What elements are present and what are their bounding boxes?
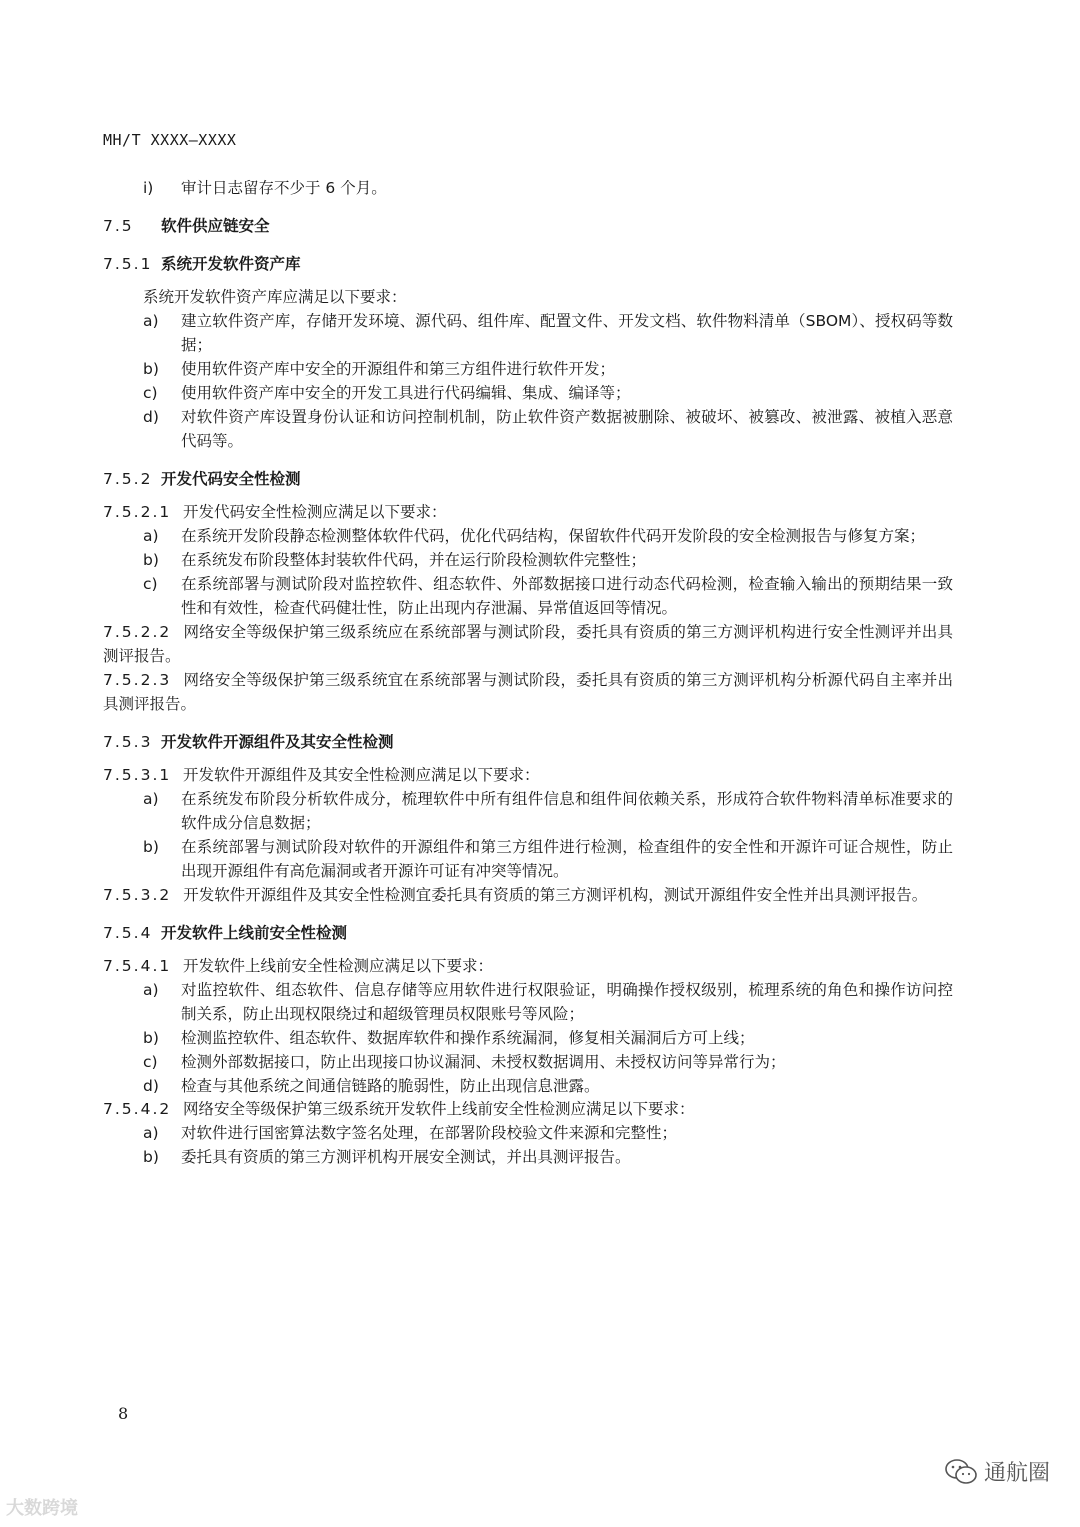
clause-number: 7.5.2.1 [103,503,172,521]
clause-number: 7.5.2.2 [103,623,172,641]
section-heading-7-5-3 [103,730,953,754]
section-heading-7-5 [103,214,953,238]
watermark-right-text: 通航圈 [983,1461,1050,1486]
list-item [103,1145,953,1169]
list-label: c) [143,384,158,402]
clause-text: 开发软件开源组件及其安全性检测宜委托具有资质的第三方测评机构，测试开源组件安全性并出具测评报告。 [183,886,928,904]
clause-7-5-4-2 [103,1098,953,1121]
list-text: 建立软件资产库，存储开发环境、源代码、组件库、配置文件、开发文档、软件物料清单（SBOM）、授权码等数据； [181,312,953,354]
section-number: 7.5 [103,217,134,235]
list-text: 在系统发布阶段整体封装软件代码，并在运行阶段检测软件完整性； [181,551,647,569]
list-label: a) [143,527,159,545]
list-item [103,835,953,883]
list-text: 检测监控软件、组态软件、数据库软件和操作系统漏洞，修复相关漏洞后方可上线； [181,1029,755,1047]
list-label: b) [143,1029,159,1047]
section-number: 7.5.1 [103,255,153,273]
clause-7-5-2-1 [103,501,953,524]
list-label: a) [143,312,159,330]
section-number: 7.5.3 [103,733,153,751]
section-title: 开发软件上线前安全性检测 [161,924,348,942]
list-label: i) [143,179,154,197]
list-item [103,787,953,835]
clause-number: 7.5.2.3 [103,671,172,689]
list-label: b) [143,838,159,856]
document-body [103,176,953,1169]
clause-number: 7.5.3.1 [103,766,172,784]
list-text: 对软件资产库设置身份认证和访问控制机制，防止软件资产数据被删除、被破坏、被篡改、被泄露、被植入恶意代码等。 [181,408,953,450]
list-label: a) [143,790,159,808]
list-label: a) [143,1124,159,1142]
list-label: c) [143,1053,158,1071]
list-text: 在系统部署与测试阶段对监控软件、组态软件、外部数据接口进行动态代码检测，检查输入输出的预期结果一致性和有效性，检查代码健壮性，防止出现内存泄漏、异常值返回等情况。 [181,575,953,617]
clause-number: 7.5.3.2 [103,886,172,904]
clause-text: 网络安全等级保护第三级系统应在系统部署与测试阶段，委托具有资质的第三方测评机构进行安全性测评并出具测评报告。 [103,623,953,665]
section-number: 7.5.2 [103,470,153,488]
list-item [103,176,953,200]
clause-7-5-2-3 [103,668,953,716]
list-item [103,1050,953,1074]
list-text: 委托具有资质的第三方测评机构开展安全测试，并出具测评报告。 [181,1148,631,1166]
list-text: 在系统部署与测试阶段对软件的开源组件和第三方组件进行检测，检查组件的安全性和开源许可证合规性，防止出现开源组件有高危漏洞或者开源许可证有冲突等情况。 [181,838,953,880]
section-heading-7-5-4 [103,921,953,945]
clause-7-5-4-1 [103,955,953,978]
watermark-right [944,1456,1050,1487]
list-item [103,978,953,1026]
clause-text: 开发代码安全性检测应满足以下要求： [183,503,447,521]
clause-number: 7.5.4.2 [103,1100,172,1118]
section-title: 开发软件开源组件及其安全性检测 [161,733,394,751]
list-text: 检测外部数据接口，防止出现接口协议漏洞、未授权数据调用、未授权访问等异常行为； [181,1053,786,1071]
list-label: d) [143,1077,159,1095]
list-text: 对监控软件、组态软件、信息存储等应用软件进行权限验证，明确操作授权级别，梳理系统的角色和操作访问控制关系，防止出现权限绕过和超级管理员权限账号等风险； [181,981,953,1023]
section-number: 7.5.4 [103,924,153,942]
list-item [103,1026,953,1050]
clause-7-5-2-2 [103,620,953,668]
list-text: 使用软件资产库中安全的开发工具进行代码编辑、集成、编译等； [181,384,631,402]
clause-7-5-3-2 [103,883,953,907]
clause-text: 网络安全等级保护第三级系统宜在系统部署与测试阶段，委托具有资质的第三方测评机构分析源代码自主率并出具测评报告。 [103,671,953,713]
section-heading-7-5-1 [103,252,953,276]
document-code: MH/T XXXX—XXXX [103,131,237,149]
page-number: 8 [118,1404,129,1423]
list-text: 在系统开发阶段静态检测整体软件代码，优化代码结构，保留软件代码开发阶段的安全检测报告与修复方案； [181,527,926,545]
list-text: 对软件进行国密算法数字签名处理，在部署阶段校验文件来源和完整性； [181,1124,678,1142]
section-intro: 系统开发软件资产库应满足以下要求： [143,288,407,306]
list-label: b) [143,551,159,569]
list-item [103,357,953,381]
clause-text: 网络安全等级保护第三级系统开发软件上线前安全性检测应满足以下要求： [183,1100,695,1118]
list-item [103,1121,953,1145]
section-title: 系统开发软件资产库 [161,255,301,273]
list-item [103,405,953,453]
list-label: b) [143,1148,159,1166]
section-title: 软件供应链安全 [161,217,270,235]
list-item [103,309,953,357]
watermark-left: 大数跨境 [6,1498,78,1519]
list-item [103,381,953,405]
list-label: d) [143,408,159,426]
clause-7-5-3-1 [103,764,953,787]
wechat-icon [944,1458,978,1486]
list-item [103,572,953,620]
list-label: a) [143,981,159,999]
section-title: 开发代码安全性检测 [161,470,301,488]
list-item [103,1074,953,1098]
list-text: 检查与其他系统之间通信链路的脆弱性，防止出现信息泄露。 [181,1077,600,1095]
list-item [103,524,953,548]
section-heading-7-5-2 [103,467,953,491]
list-label: b) [143,360,159,378]
list-item [103,548,953,572]
list-text: 在系统发布阶段分析软件成分，梳理软件中所有组件信息和组件间依赖关系，形成符合软件物料清单标准要求的软件成分信息数据； [181,790,953,832]
clause-text: 开发软件开源组件及其安全性检测应满足以下要求： [183,766,540,784]
clause-number: 7.5.4.1 [103,957,172,975]
clause-text: 开发软件上线前安全性检测应满足以下要求： [183,957,494,975]
list-label: c) [143,575,158,593]
list-text: 使用软件资产库中安全的开源组件和第三方组件进行软件开发； [181,360,616,378]
list-text: 审计日志留存不少于 6 个月。 [181,179,387,197]
